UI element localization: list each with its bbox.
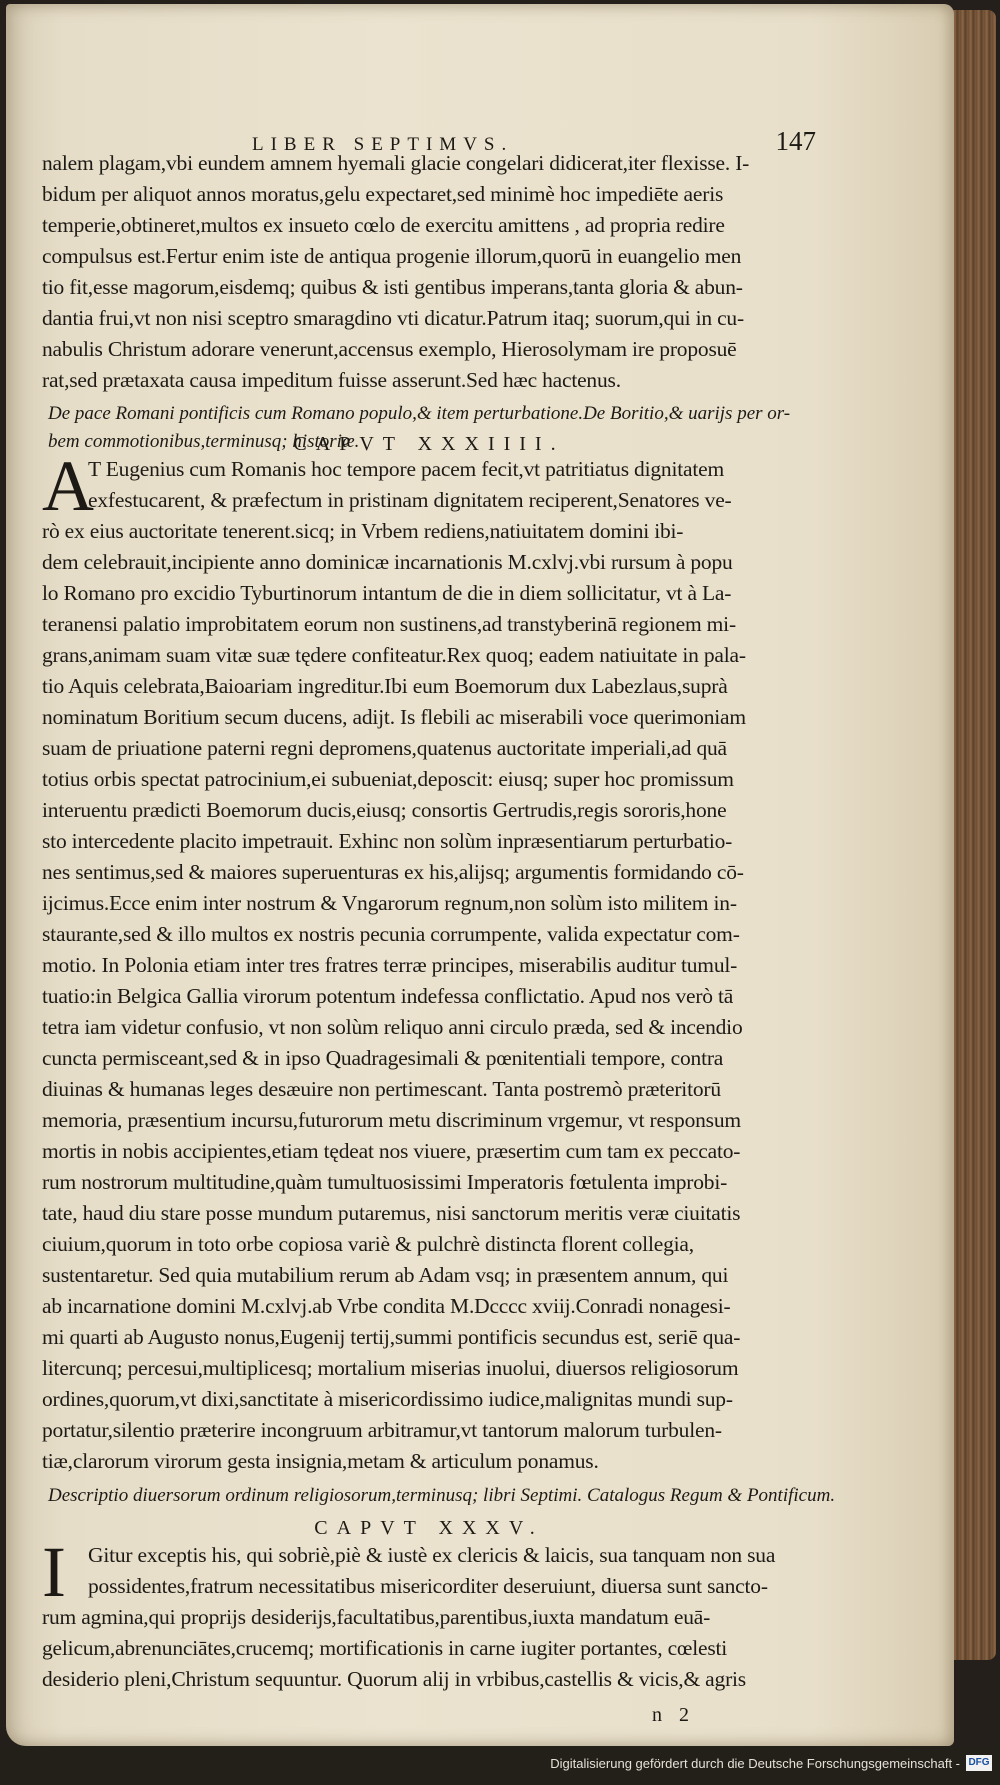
text-line: mi quarti ab Augusto nonus,Eugenij tertij,summi pontificis secundus est, seriē qua- — [42, 1325, 741, 1349]
folio-number: 147 — [775, 126, 816, 156]
text-line: rò ex eius auctoritate tenerent.sicq; in Vrbem rediens,natiuitatem domini ibi- — [42, 519, 684, 543]
text-line: bidum per aliquot annos moratus,gelu expectaret,sed minimè hoc impediēte aeris — [42, 182, 724, 206]
text-line: litercunq; percesui,multiplicesq; mortalium miserias inuolui, diuersos religiosorum — [42, 1356, 739, 1380]
text-line: tate, haud diu stare posse mundum putaremus, nisi sanctorum meritis veræ ciuitatis — [42, 1201, 741, 1225]
chapter-heading: CAPVT XXXV. — [314, 1517, 544, 1539]
text-line: diuinas & humanas leges desæuire non pertimescant. Tanta postremò præteritorū — [42, 1077, 721, 1101]
text-line: rat,sed prætaxata causa impeditum fuisse asserunt.Sed hæc hactenus. — [42, 368, 621, 392]
running-title: LIBER SEPTIMVS. — [252, 134, 514, 155]
text-line: memoria, præsentium incursu,futurorum metu discriminum vrgemur, vt responsum — [42, 1108, 741, 1132]
text-line: ab incarnatione domini M.cxlvj.ab Vrbe condita M.Dcccc xviij.Conradi nonagesi- — [42, 1294, 731, 1318]
drop-initial: A — [42, 446, 94, 526]
text-line: nominatum Boritium secum ducens, adijt. Is flebili ac miserabili voce querimoniam — [42, 705, 746, 729]
text-line: rum nostrorum multitudine,quàm tumultuosissimi Imperatoris fœtulenta improbi- — [42, 1170, 728, 1194]
text-line: tetra iam videtur confusio, vt non solùm reliquo anni circulo præda, sed & incendio — [42, 1015, 743, 1039]
text-line: Gitur exceptis his, qui sobriè,piè & iustè ex clericis & laicis, sua tanquam non sua — [88, 1543, 776, 1567]
text-line: compulsus est.Fertur enim iste de antiqua progenie illorum,quorū in euangelio men — [42, 244, 742, 268]
text-line: portatur,silentio præterire incongruum arbitramur,vt tantorum malorum turbulen- — [42, 1418, 722, 1442]
text-line: ordines,quorum,vt dixi,sanctitate à misericordissimo iudice,malignitas mundi sup- — [42, 1387, 733, 1411]
text-line: exfestucarent, & præfectum in pristinam dignitatem reciperent,Senatores ve- — [88, 488, 732, 512]
text-line: cuncta permisceant,sed & in ipso Quadragesimali & pœnitentiali tempore, contra — [42, 1046, 724, 1070]
text-line: gelicum,abrenunciātes,crucemq; mortificationis in carne iugiter portantes, cœlesti — [42, 1636, 728, 1660]
dfg-logo: DFG — [966, 1755, 992, 1771]
summary-line: bem commotionibus,terminusq; historiæ. — [48, 431, 360, 452]
chapter-summary-35 — [42, 1482, 836, 1510]
text-line: dem celebrauit,incipiente anno dominicæ incarnationis M.cxlvj.vbi rursum à popu — [42, 550, 733, 574]
text-line: suam de priuatione paterni regni depromens,quatenus auctoritate imperiali,ad quā — [42, 736, 727, 760]
chapter-heading: CAPVT XXXIIII. — [293, 433, 565, 455]
paragraph-chapter-35 — [42, 1532, 816, 1695]
summary-line: De pace Romani pontificis cum Romano populo,& item perturbatione.De Boritio,& uarijs per or- — [48, 403, 791, 424]
text-line: ciuium,quorum in toto orbe copiosa variè & pulchrè distincta florent collegia, — [42, 1232, 694, 1256]
text-line: nes sentimus,sed & maiores superuenturas ex his,alijsq; argumentis formidando cō- — [42, 860, 744, 884]
text-line: tuatio:in Belgica Gallia virorum potentum indefessa conflictatio. Apud nos verò tā — [42, 984, 734, 1008]
text-line: nabulis Christum adorare venerunt,accensus exemplo, Hierosolymam ire proposuē — [42, 337, 737, 361]
text-line: possidentes,fratrum necessitatibus misericorditer deseruiunt, diuersa sunt sancto- — [88, 1574, 768, 1598]
text-line: grans,animam suam vitæ suæ tędere confiteatur.Rex quoq; eadem natiuitate in pala- — [42, 643, 746, 667]
text-line: ijcimus.Ecce enim inter nostrum & Vngarorum regnum,non solùm isto militem in- — [42, 891, 737, 915]
text-line: tiæ,clarorum virorum gesta insignia,metam & articulum ponamus. — [42, 1449, 599, 1473]
text-line: totius orbis spectat patrocinium,ei subueniat,deposcit: eiusq; super hoc promissum — [42, 767, 734, 791]
paragraph-chapter-34 — [42, 446, 816, 1477]
text-line: T Eugenius cum Romanis hoc tempore pacem fecit,vt patritiatus dignitatem — [88, 457, 725, 481]
text-line: rum agmina,qui proprijs desiderijs,facultatibus,parentibus,iuxta mandatum euā- — [42, 1605, 711, 1629]
text-line: tio Aquis celebrata,Baioariam ingreditur.Ibi eum Boemorum dux Labezlaus,suprà — [42, 674, 728, 698]
drop-initial: I — [42, 1532, 66, 1612]
text-block — [42, 4, 836, 1726]
text-line: sto intercedente placito impetrauit. Exhinc non solùm inpræsentiarum perturbatio- — [42, 829, 733, 853]
book-page-edge — [952, 10, 996, 1660]
footer-bar — [0, 1746, 1000, 1785]
text-line: lo Romano pro excidio Tyburtinorum intantum de die in diem sollicitatur, vt à La- — [42, 581, 732, 605]
text-line: tio fit,esse magorum,eisdemq; quibus & isti gentibus imperans,tanta gloria & abun- — [42, 275, 743, 299]
text-line: staurante,sed & illo multos ex nostris pecunia corrumpente, valida expectatur com- — [42, 922, 740, 946]
text-line: nalem plagam,vbi eundem amnem hyemali glacie congelari didicerat,iter flexisse. I- — [42, 151, 750, 175]
signature-mark: n 2 — [652, 1704, 695, 1726]
text-line: motio. In Polonia etiam inter tres fratres terræ principes, miserabilis auditur tumul- — [42, 953, 738, 977]
text-line: sustentaretur. Sed quia mutabilium rerum ab Adam vsq; in præsentem annum, qui — [42, 1263, 729, 1287]
text-line: desiderio pleni,Christum sequuntur. Quorum alij in vrbibus,castellis & vicis,& agris — [42, 1667, 746, 1691]
book-page — [6, 4, 954, 1746]
summary-line: Descriptio diuersorum ordinum religiosorum,terminusq; libri Septimi. Catalogus Regum & Pontificum. — [48, 1485, 836, 1506]
paragraph-opening — [42, 148, 816, 396]
text-line: interuentu prædicti Boemorum ducis,eiusq; consortis Gertrudis,regis sororis,hone — [42, 798, 727, 822]
text-line: dantia frui,vt non nisi sceptro smaragdino vti dicatur.Patrum itaq; suorum,qui in cu- — [42, 306, 744, 330]
text-line: temperie,obtineret,multos ex insueto cœlo de exercitu amittens , ad propria redire — [42, 213, 725, 237]
text-line: teranensi palatio improbitatem eorum non sustinens,ad transtyberinā regionem mi- — [42, 612, 736, 636]
text-line: mortis in nobis accipientes,etiam tędeat nos viuere, præsertim cum tam ex peccato- — [42, 1139, 741, 1163]
funding-credit: Digitalisierung gefördert durch die Deutsche Forschungsgemeinschaft - — [550, 1756, 960, 1771]
